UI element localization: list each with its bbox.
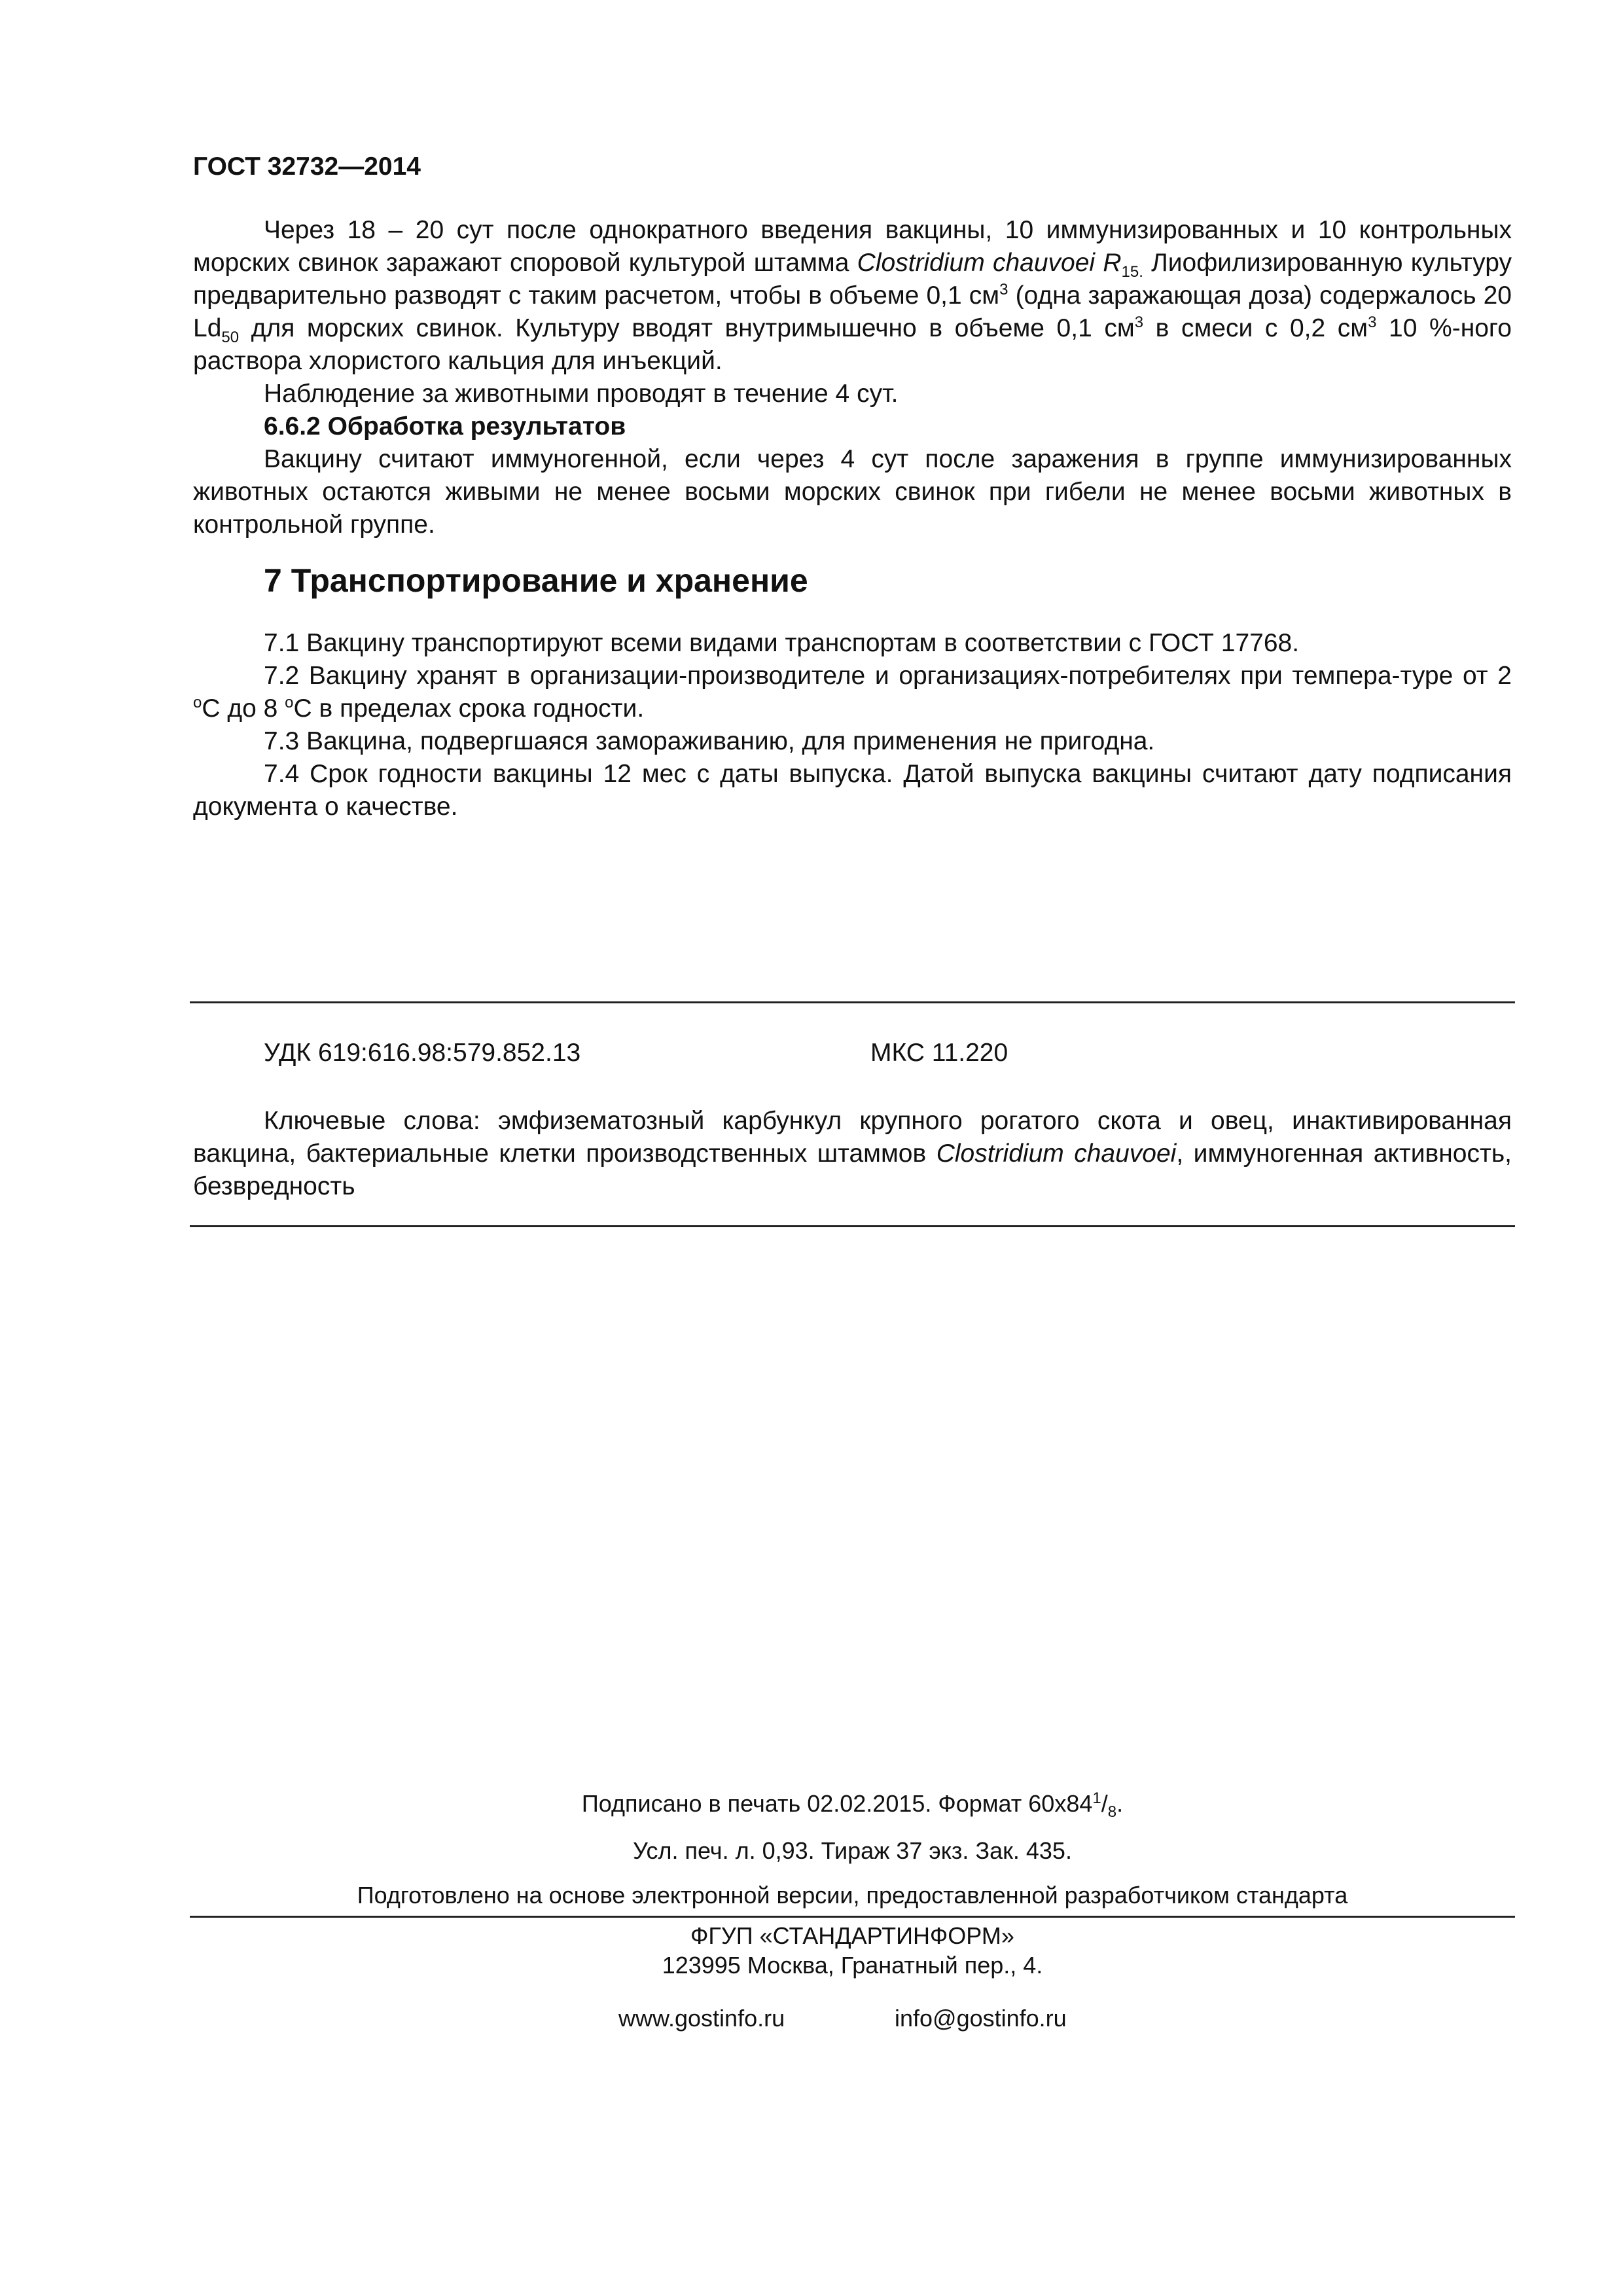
paragraph-7-3: 7.3 Вакцина, подвергшаяся замораживанию, для применения не пригодна. bbox=[264, 727, 1155, 755]
imprint-divider bbox=[190, 1916, 1515, 1918]
paragraph-results: Вакцину считают иммуногенной, если через 4 сут после заражения в группе иммунизированных животных остаются живыми не менее восьми морских свинок при гибели не менее восьми животных в контрольной группе. bbox=[193, 445, 1512, 539]
paragraph-7-1: 7.1 Вакцину транспортируют всеми видами транспортам в соответствии с ГОСТ 17768. bbox=[264, 629, 1300, 657]
keywords: Ключевые слова: эмфизематозный карбункул крупного рогатого скота и овец, инактивированная вакцина, бактериальные клетки производственных штаммов Clostridium chauvoei, иммуногенная активность, безвредность bbox=[193, 1107, 1512, 1200]
species-name: Clostridium chauvoei bbox=[857, 249, 1096, 277]
section-heading: 7 Транспортирование и хранение bbox=[264, 562, 808, 599]
paragraph-7-4: 7.4 Срок годности вакцины 12 мес с даты выпуска. Датой выпуска вакцины считают дату подписания документа о качестве. bbox=[193, 760, 1512, 821]
subsection-heading: 6.6.2 Обработка результатов bbox=[264, 412, 626, 440]
imprint-volume: Усл. печ. л. 0,93. Тираж 37 экз. Зак. 435. bbox=[633, 1837, 1072, 1864]
imprint-prepared-note: Подготовлено на основе электронной версии, предоставленной разработчиком стандарта bbox=[357, 1882, 1348, 1909]
keywords-species: Clostridium chauvoei bbox=[936, 1139, 1177, 1168]
mks-code: МКС 11.220 bbox=[870, 1039, 1008, 1067]
imprint-print-date: Подписано в печать 02.02.2015. Формат $60х84^1/_8$. bbox=[581, 1789, 1124, 1821]
divider-top bbox=[190, 1001, 1515, 1003]
email-link[interactable]: info@gostinfo.ru bbox=[895, 2005, 1067, 2032]
paragraph-7-2: 7.2 Вакцину хранят в организации-производителе и организациях-потребителях при темпера-туре от 2 $^o$С до 8 $^o$С в пределах срока годности. bbox=[193, 662, 1512, 723]
section-6-text bbox=[193, 214, 1512, 541]
website-link[interactable]: www.gostinfo.ru bbox=[618, 2005, 785, 2032]
udk-code: УДК 619:616.98:579.852.13 bbox=[264, 1039, 581, 1067]
publisher-address: 123995 Москва, Гранатный пер., 4. bbox=[662, 1952, 1043, 1979]
paragraph-infection: Через 18 – 20 сут после однократного введения вакцины, 10 иммунизированных и 10 контрольных морских свинок заражают споровой культурой штамма Clostridium chauvoei $R_{15.}$ Лиофилизированную культуру предварительно разводят с таким расчетом, чтобы в объеме 0,1 $см^3$ (одна заражающая доза) содержалось 20 $Ld_{50}$ для морских свинок. Культуру вводят внутримышечно в объеме 0,1 $см^3$ в смеси с 0,2 $см^3$ 10 %-ного раствора хлористого кальция для инъекций. bbox=[193, 216, 1512, 375]
divider-bottom bbox=[190, 1225, 1515, 1227]
document-number: ГОСТ 32732—2014 bbox=[193, 152, 421, 181]
publisher-name: ФГУП «СТАНДАРТИНФОРМ» bbox=[690, 1922, 1014, 1949]
section-7-text bbox=[193, 627, 1512, 823]
paragraph-observation: Наблюдение за животными проводят в течение 4 сут. bbox=[264, 380, 899, 408]
